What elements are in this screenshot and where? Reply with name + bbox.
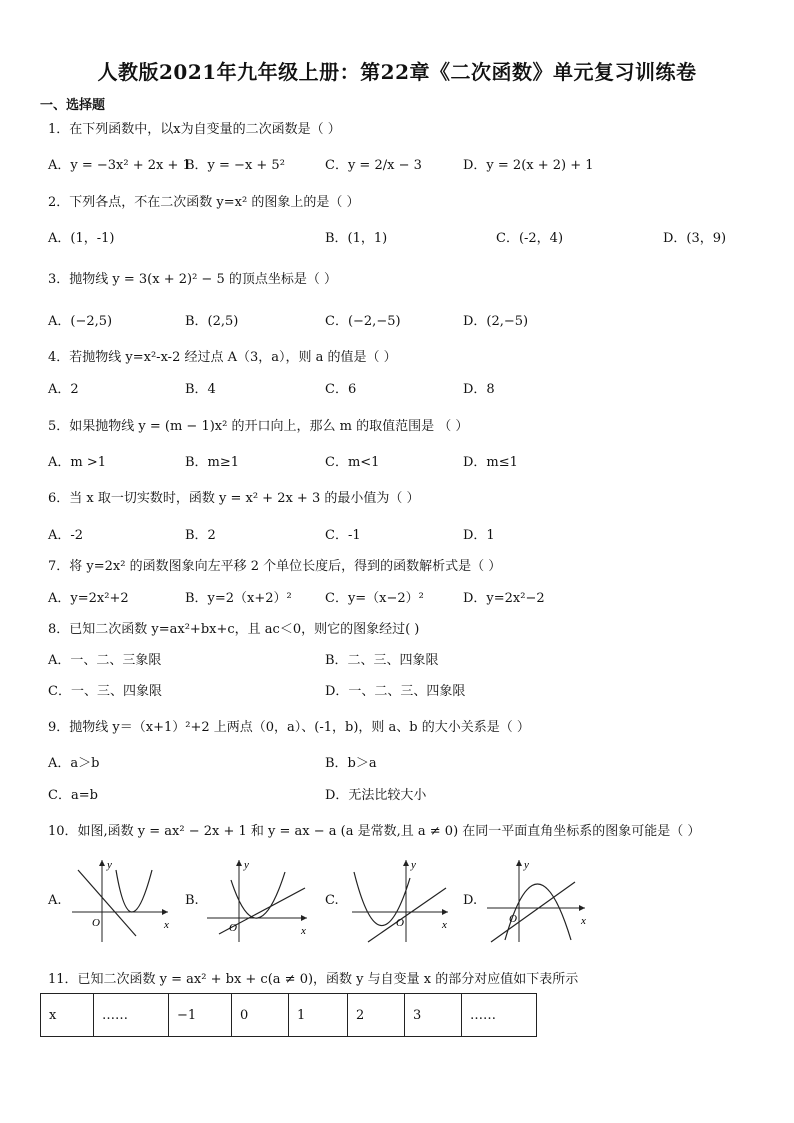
q10-option-a[interactable]: A.	[48, 893, 62, 908]
q7-option-d[interactable]: D．y=2x²−2	[463, 591, 545, 606]
q6-option-d[interactable]: D．1	[463, 528, 495, 543]
graph-c-plot	[350, 858, 450, 944]
x-label: x	[301, 925, 306, 937]
q8-option-a[interactable]: A．一、二、三象限	[48, 653, 162, 668]
q6-option-b[interactable]: B．2	[185, 528, 216, 543]
q8-option-c[interactable]: C．一、三、四象限	[48, 684, 162, 699]
q4-option-a[interactable]: A．2	[48, 382, 79, 397]
table-cell: 2	[348, 994, 405, 1037]
q4-option-d[interactable]: D．8	[463, 382, 495, 397]
question-10-stem: 10．如图,函数 y = ax² − 2x + 1 和 y = ax − a (a 是常数,且 a ≠ 0) 在同一平面直角坐标系的图象可能是（ ）	[48, 824, 701, 839]
q9-option-c[interactable]: C．a=b	[48, 788, 98, 803]
q7-option-c[interactable]: C．y=（x−2）²	[325, 591, 424, 606]
q1-option-c[interactable]: C．y = 2/x − 3	[325, 158, 422, 173]
q3-option-d[interactable]: D．(2,−5)	[463, 314, 529, 329]
question-8-stem: 8．已知二次函数 y=ax²+bx+c，且 ac＜0，则它的图象经过( )	[48, 622, 420, 637]
x-axis-arrow	[442, 909, 448, 915]
q10-option-c[interactable]: C.	[325, 893, 339, 908]
question-7-stem: 7．将 y=2x² 的函数图象向左平移 2 个单位长度后，得到的函数解析式是（ ）	[48, 559, 502, 574]
q8-option-d[interactable]: D．一、二、三、四象限	[325, 684, 466, 699]
q5-option-b[interactable]: B．m≥1	[185, 455, 240, 470]
q9-option-b[interactable]: B．b＞a	[325, 756, 377, 771]
question-5-stem: 5．如果抛物线 y = (m − 1)x² 的开口向上，那么 m 的取值范围是 （ ）	[48, 419, 469, 434]
q3-option-a[interactable]: A．(−2,5)	[48, 314, 113, 329]
y-axis-arrow	[236, 860, 242, 866]
q7-option-a[interactable]: A．y=2x²+2	[48, 591, 129, 606]
q2-option-d[interactable]: D．(3，9)	[663, 231, 727, 246]
q2-option-a[interactable]: A．(1，-1)	[48, 231, 115, 246]
table-cell: ……	[94, 994, 169, 1037]
graph-b[interactable]	[205, 858, 310, 944]
graph-d[interactable]	[485, 858, 590, 944]
graph-a[interactable]	[70, 858, 170, 944]
table-cell: 1	[289, 994, 348, 1037]
table-cell: 3	[405, 994, 462, 1037]
q1-option-a[interactable]: A．y = −3x² + 2x + 1	[48, 158, 191, 173]
origin-label: O	[229, 922, 237, 934]
y-axis-arrow	[403, 860, 409, 866]
table-cell: x	[41, 994, 94, 1037]
question-1-stem: 1．在下列函数中，以x为自变量的二次函数是（ ）	[48, 122, 341, 137]
line	[368, 888, 446, 942]
question-11-stem: 11．已知二次函数 y = ax² + bx + c(a ≠ 0)，函数 y 与自变量 x 的部分对应值如下表所示	[48, 972, 579, 987]
q2-option-c[interactable]: C．(-2，4)	[496, 231, 564, 246]
y-axis-arrow	[99, 860, 105, 866]
x-axis-arrow	[579, 905, 585, 911]
table-cell: 0	[232, 994, 289, 1037]
y-label: y	[107, 859, 112, 871]
line	[491, 882, 575, 942]
y-label: y	[411, 859, 416, 871]
q3-option-c[interactable]: C．(−2,−5)	[325, 314, 401, 329]
origin-label: O	[92, 917, 100, 929]
graph-d-plot	[485, 858, 590, 944]
question-4-stem: 4．若抛物线 y=x²-x-2 经过点 A（3，a），则 a 的值是（ ）	[48, 350, 397, 365]
question-2-stem: 2．下列各点，不在二次函数 y=x² 的图象上的是（ ）	[48, 195, 360, 210]
x-axis-arrow	[301, 915, 307, 921]
graph-c[interactable]	[350, 858, 450, 944]
question-6-stem: 6．当 x 取一切实数时，函数 y = x² + 2x + 3 的最小值为（ ）	[48, 491, 420, 506]
q5-option-a[interactable]: A．m >1	[48, 455, 107, 470]
q6-option-c[interactable]: C．-1	[325, 528, 361, 543]
page-title: 人教版2021年九年级上册：第22章《二次函数》单元复习训练卷	[97, 60, 697, 84]
q10-option-b[interactable]: B.	[185, 893, 199, 908]
q3-option-b[interactable]: B．(2,5)	[185, 314, 239, 329]
graph-b-plot	[205, 858, 310, 944]
x-label: x	[442, 919, 447, 931]
x-label: x	[164, 919, 169, 931]
q4-option-b[interactable]: B．4	[185, 382, 216, 397]
y-label: y	[244, 859, 249, 871]
origin-label: O	[396, 917, 404, 929]
y-label: y	[524, 859, 529, 871]
parabola	[116, 870, 152, 912]
q1-option-b[interactable]: B．y = −x + 5²	[185, 158, 285, 173]
table-cell: −1	[169, 994, 232, 1037]
q2-option-b[interactable]: B．(1，1)	[325, 231, 388, 246]
x-label: x	[581, 915, 586, 927]
q6-option-a[interactable]: A．-2	[48, 528, 84, 543]
question-9-stem: 9．抛物线 y＝（x+1）²+2 上两点（0，a）、(-1，b)，则 a、b 的大小关系是（ ）	[48, 720, 530, 735]
origin-label: O	[509, 913, 517, 925]
graph-a-plot	[70, 858, 170, 944]
q9-option-a[interactable]: A．a＞b	[48, 756, 100, 771]
q7-option-b[interactable]: B．y=2（x+2）²	[185, 591, 292, 606]
q9-option-d[interactable]: D．无法比较大小	[325, 788, 427, 803]
value-table	[40, 993, 537, 1037]
q8-option-b[interactable]: B．二、三、四象限	[325, 653, 439, 668]
q5-option-d[interactable]: D．m≤1	[463, 455, 518, 470]
section-heading: 一、选择题	[40, 98, 106, 113]
q4-option-c[interactable]: C．6	[325, 382, 357, 397]
line	[78, 870, 136, 936]
question-3-stem: 3．抛物线 y = 3(x + 2)² − 5 的顶点坐标是（ ）	[48, 272, 337, 287]
x-axis-arrow	[162, 909, 168, 915]
table-row	[41, 994, 537, 1037]
table-cell: ……	[462, 994, 537, 1037]
q1-option-d[interactable]: D．y = 2(x + 2) + 1	[463, 158, 594, 173]
q5-option-c[interactable]: C．m<1	[325, 455, 380, 470]
y-axis-arrow	[516, 860, 522, 866]
q10-option-d[interactable]: D.	[463, 893, 478, 908]
